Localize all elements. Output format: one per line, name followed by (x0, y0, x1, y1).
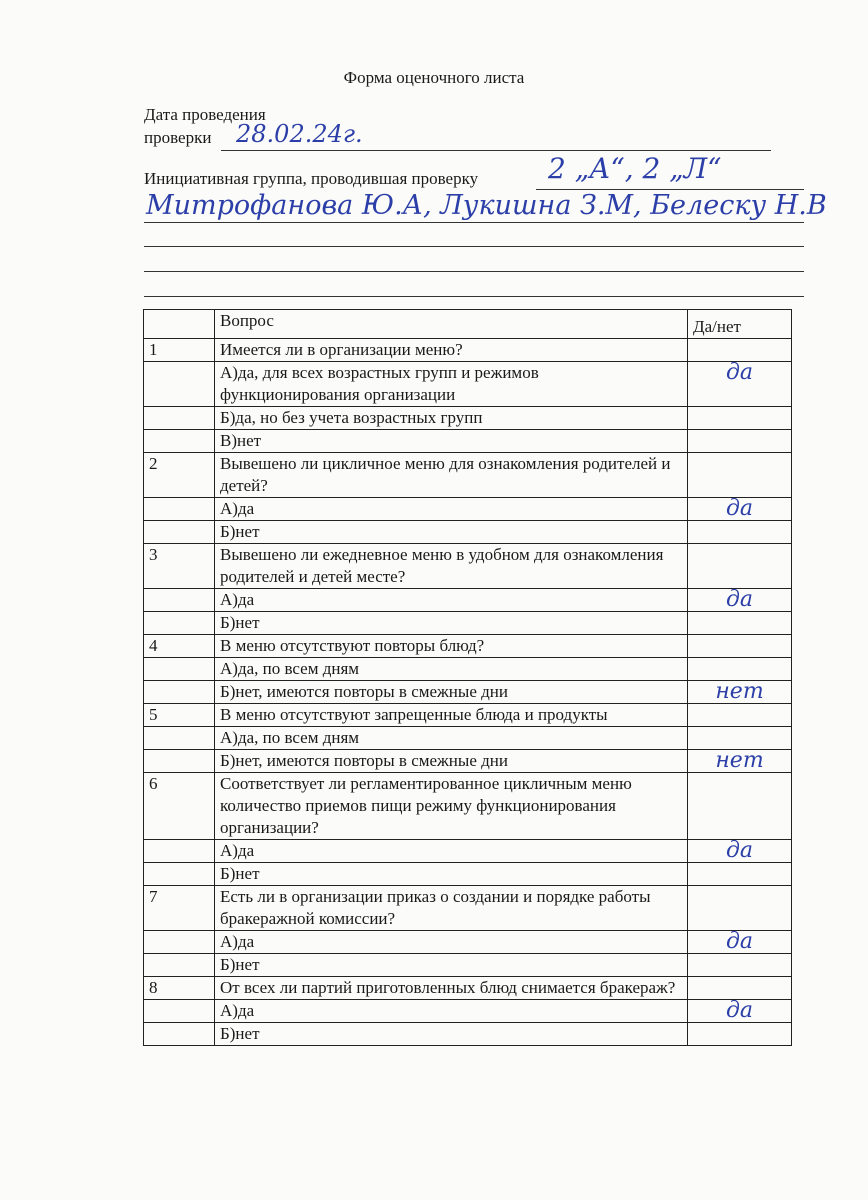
table-row (144, 977, 792, 1000)
question-text: В меню отсутствуют запрещенные блюда и продукты (215, 704, 688, 727)
table-row (144, 362, 792, 407)
question-number (144, 750, 215, 773)
table-row (144, 544, 792, 589)
answer-cell[interactable] (688, 727, 792, 750)
question-number (144, 863, 215, 886)
question-text: Б)нет (215, 863, 688, 886)
question-text: Вывешено ли цикличное меню для ознакомления родителей и детей? (215, 453, 688, 498)
answer-cell[interactable] (688, 681, 792, 704)
question-text: Б)нет (215, 954, 688, 977)
question-number: 4 (144, 635, 215, 658)
question-text: А)да, для всех возрастных групп и режимов функционирования организации (215, 362, 688, 407)
question-text: Имеется ли в организации меню? (215, 339, 688, 362)
table-body (144, 339, 792, 1046)
question-number: 5 (144, 704, 215, 727)
answer-cell[interactable] (688, 750, 792, 773)
table-row (144, 840, 792, 863)
answer-cell[interactable] (688, 453, 792, 498)
answer-cell[interactable] (688, 863, 792, 886)
answer-value: да (725, 496, 754, 521)
question-text: А)да (215, 589, 688, 612)
answer-cell[interactable] (688, 635, 792, 658)
question-number (144, 931, 215, 954)
table-row (144, 750, 792, 773)
question-number (144, 498, 215, 521)
question-text: Б)нет (215, 521, 688, 544)
question-text: Б)нет, имеются повторы в смежные дни (215, 750, 688, 773)
question-number (144, 1023, 215, 1046)
question-text: Вывешено ли ежедневное меню в удобном для ознакомления родителей и детей месте? (215, 544, 688, 589)
answer-value: нет (715, 748, 764, 773)
answer-value: нет (715, 679, 764, 704)
table-row (144, 1000, 792, 1023)
answer-cell[interactable] (688, 1023, 792, 1046)
question-number: 3 (144, 544, 215, 589)
answer-cell[interactable] (688, 544, 792, 589)
table-row (144, 430, 792, 453)
question-number (144, 658, 215, 681)
answer-cell[interactable] (688, 658, 792, 681)
group-label: Инициативная группа, проводившая проверку (144, 169, 479, 188)
table-row (144, 773, 792, 840)
table-row (144, 886, 792, 931)
question-number: 7 (144, 886, 215, 931)
question-number (144, 430, 215, 453)
table-row (144, 931, 792, 954)
date-label-line1: Дата проведения (144, 105, 266, 124)
answer-cell[interactable] (688, 704, 792, 727)
answer-cell[interactable] (688, 840, 792, 863)
table-row (144, 612, 792, 635)
question-text: Б)нет (215, 612, 688, 635)
header-answer-label: Да/нет (693, 317, 741, 336)
answer-cell[interactable] (688, 339, 792, 362)
table-row (144, 658, 792, 681)
question-number (144, 362, 215, 407)
answer-cell[interactable] (688, 931, 792, 954)
group-value[interactable]: 2 „А“, 2 „Л“ (548, 152, 722, 185)
question-number (144, 840, 215, 863)
answer-cell[interactable] (688, 1000, 792, 1023)
answer-value: да (725, 587, 754, 612)
question-text: А)да, по всем дням (215, 658, 688, 681)
question-number: 1 (144, 339, 215, 362)
answer-cell[interactable] (688, 498, 792, 521)
table-row (144, 339, 792, 362)
answer-cell[interactable] (688, 407, 792, 430)
table-row (144, 589, 792, 612)
question-number (144, 681, 215, 704)
question-text: От всех ли партий приготовленных блюд снимается бракераж? (215, 977, 688, 1000)
question-text: Есть ли в организации приказ о создании и порядке работы бракеражной комиссии? (215, 886, 688, 931)
table-row (144, 954, 792, 977)
question-text: А)да (215, 840, 688, 863)
header-num (144, 310, 215, 339)
table-header (144, 310, 792, 339)
table-row (144, 863, 792, 886)
question-number (144, 589, 215, 612)
table-row (144, 453, 792, 498)
question-text: Б)да, но без учета возрастных групп (215, 407, 688, 430)
question-text: В меню отсутствуют повторы блюд? (215, 635, 688, 658)
question-number (144, 407, 215, 430)
date-value[interactable]: 28.02.24г. (236, 120, 363, 148)
answer-value: да (725, 998, 754, 1023)
table-row (144, 635, 792, 658)
answer-cell[interactable] (688, 589, 792, 612)
question-number (144, 727, 215, 750)
question-text: Соответствует ли регламентированное цикличным меню количество приемов пищи режиму функционирования организации? (215, 773, 688, 840)
question-number: 8 (144, 977, 215, 1000)
blank-line-4 (144, 296, 804, 297)
question-text: А)да, по всем дням (215, 727, 688, 750)
table-row (144, 727, 792, 750)
date-label-line2: проверки (144, 128, 212, 147)
answer-cell[interactable] (688, 362, 792, 407)
question-text: А)да (215, 1000, 688, 1023)
question-number: 2 (144, 453, 215, 498)
header-question: Вопрос (215, 310, 688, 339)
answer-cell[interactable] (688, 954, 792, 977)
answer-cell[interactable] (688, 773, 792, 840)
members-value[interactable]: Митрофанова Ю.А, Лукишна З.М, Белеску Н.В (146, 190, 827, 221)
question-number: 6 (144, 773, 215, 840)
question-text: А)да (215, 498, 688, 521)
answer-cell[interactable] (688, 886, 792, 931)
evaluation-table (143, 309, 792, 1046)
date-underline (221, 150, 771, 151)
table-row (144, 704, 792, 727)
question-text: Б)нет (215, 1023, 688, 1046)
question-text: В)нет (215, 430, 688, 453)
answer-cell[interactable] (688, 977, 792, 1000)
question-number (144, 612, 215, 635)
blank-line-3 (144, 271, 804, 272)
answer-value: да (725, 929, 754, 954)
question-text: Б)нет, имеются повторы в смежные дни (215, 681, 688, 704)
table-row (144, 407, 792, 430)
question-text: А)да (215, 931, 688, 954)
table-row (144, 521, 792, 544)
answer-value: да (725, 360, 754, 385)
answer-value: да (725, 838, 754, 863)
answer-cell[interactable] (688, 430, 792, 453)
header-answer (688, 310, 792, 339)
table-row (144, 681, 792, 704)
question-number (144, 521, 215, 544)
question-number (144, 954, 215, 977)
blank-line-2 (144, 246, 804, 247)
answer-cell[interactable] (688, 521, 792, 544)
question-number (144, 1000, 215, 1023)
table-row (144, 498, 792, 521)
answer-cell[interactable] (688, 612, 792, 635)
form-title: Форма оценочного листа (343, 68, 525, 87)
blank-line-1 (144, 222, 804, 223)
table-row (144, 1023, 792, 1046)
